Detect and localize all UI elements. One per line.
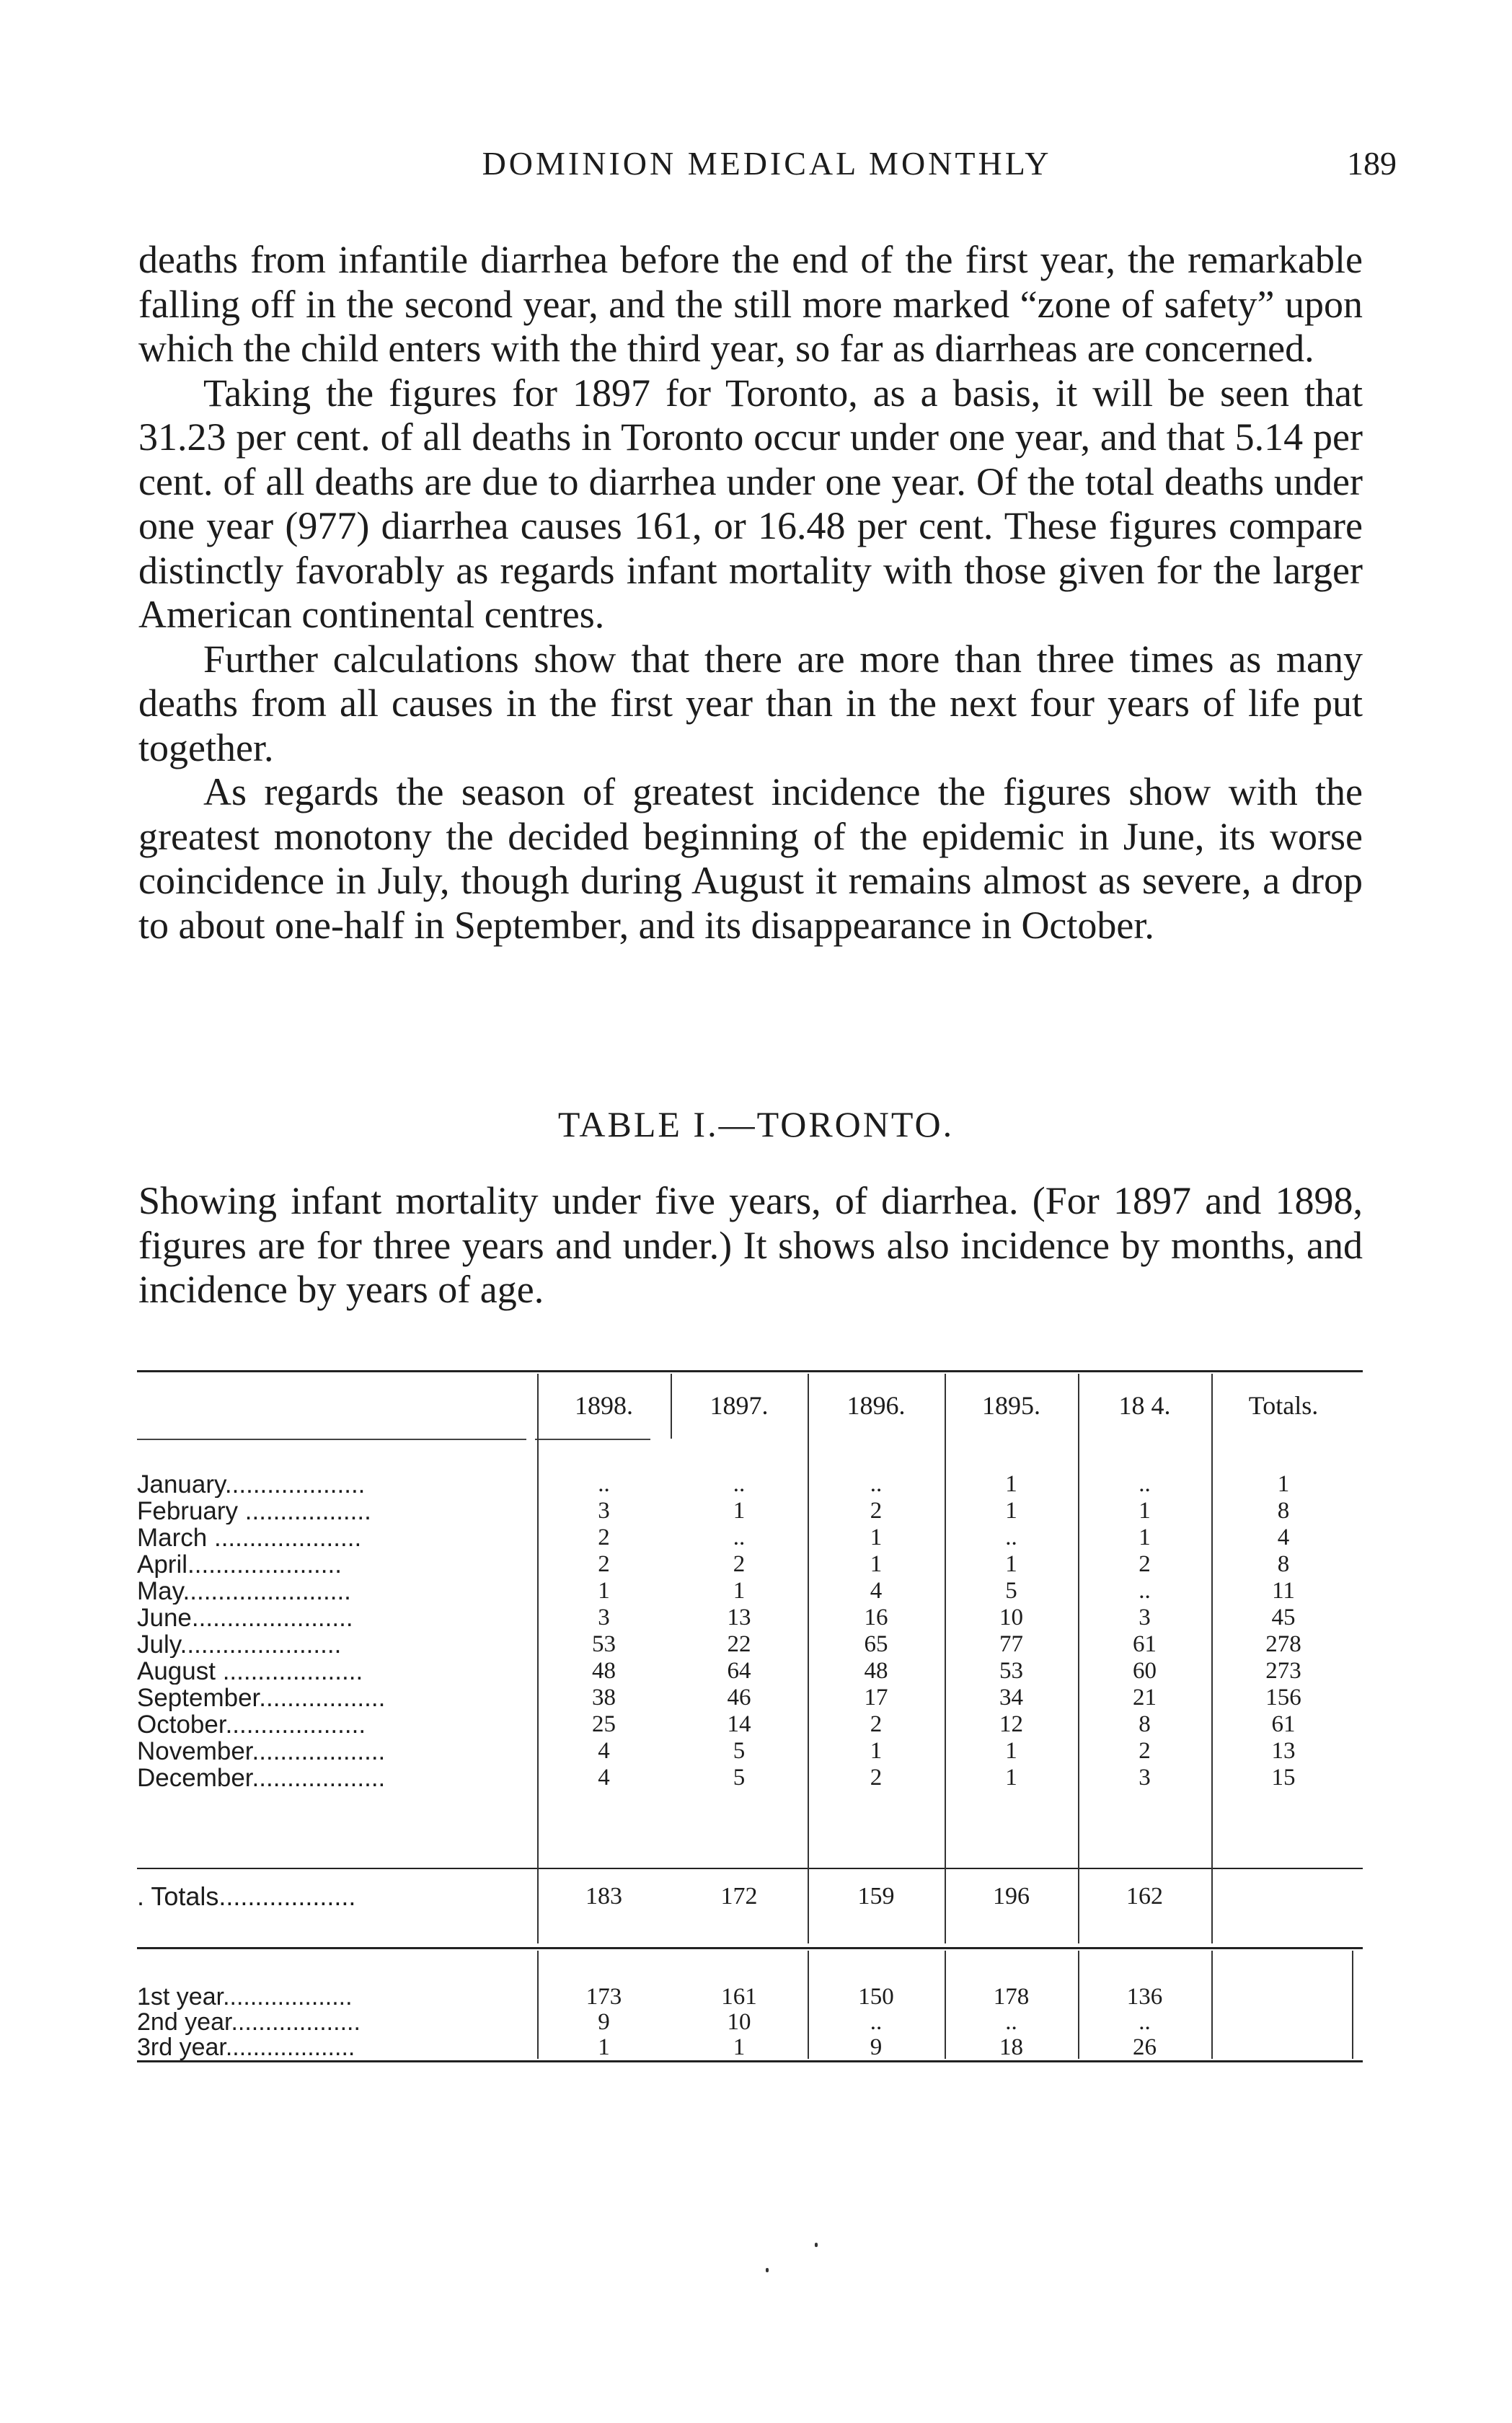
- table-cell: 1: [598, 2034, 610, 2060]
- table-cell: 22: [727, 1631, 751, 1657]
- table-cell: 1: [1139, 1524, 1151, 1550]
- age-column-1894: [1082, 1985, 1208, 2060]
- table-cell: 77: [999, 1631, 1023, 1657]
- table-cell: 1: [1005, 1765, 1017, 1791]
- table-cell: 64: [727, 1658, 751, 1684]
- row-label: March .....................: [137, 1524, 362, 1551]
- table-cell: 14: [727, 1711, 751, 1737]
- table-cell: 136: [1126, 1984, 1163, 2010]
- table-cell: 45: [1271, 1605, 1296, 1630]
- table-cell: 5: [1005, 1578, 1017, 1604]
- table-cell: 18: [999, 2034, 1023, 2060]
- row-label: May........................: [137, 1578, 351, 1605]
- table-cell: 2: [598, 1551, 610, 1577]
- column-divider: [537, 1374, 539, 1943]
- table-cell: 15: [1271, 1765, 1296, 1791]
- table-cell: 1: [1005, 1551, 1017, 1577]
- row-label: December...................: [137, 1765, 386, 1791]
- table-cell: 2: [1139, 1551, 1151, 1577]
- totals-cell: 159: [857, 1883, 895, 1910]
- table-cell: ..: [733, 1471, 746, 1497]
- column-header-1896: 1896.: [846, 1391, 906, 1420]
- table-cell: 65: [864, 1631, 888, 1657]
- table-cell: 48: [592, 1658, 616, 1684]
- table-cell: 4: [870, 1578, 883, 1604]
- table-cell: 1: [733, 2034, 746, 2060]
- table-cell: ..: [870, 2009, 883, 2035]
- header-underline: [535, 1439, 650, 1440]
- mortality-table: [137, 1370, 1363, 2062]
- table-cell: 12: [999, 1711, 1023, 1737]
- table-cell: 1: [598, 1578, 610, 1604]
- table-cell: 8: [1277, 1551, 1290, 1577]
- table-cell: 61: [1133, 1631, 1157, 1657]
- table-cell: 5: [733, 1738, 746, 1764]
- row-label: August ....................: [137, 1658, 363, 1685]
- row-label: September..................: [137, 1685, 386, 1711]
- table-cell: 1: [1277, 1471, 1290, 1497]
- age-section-rule: [137, 1947, 1363, 1949]
- table-cell: ..: [733, 1524, 746, 1550]
- table-cell: 4: [598, 1765, 610, 1791]
- table-cell: 2: [870, 1711, 883, 1737]
- totals-cell: 172: [720, 1883, 758, 1910]
- table-cell: 16: [864, 1605, 888, 1630]
- body-text: [138, 238, 1363, 948]
- table-cell: 10: [999, 1605, 1023, 1630]
- table-cell: ..: [1005, 1524, 1017, 1550]
- table-cell: 13: [1271, 1738, 1296, 1764]
- column-divider: [1078, 1951, 1079, 2059]
- table-cell: 9: [598, 2009, 610, 2035]
- column-header-1894: 18 4.: [1118, 1391, 1171, 1420]
- table-cell: ..: [1139, 1471, 1151, 1497]
- row-label: October....................: [137, 1711, 366, 1738]
- column-divider: [1211, 1951, 1213, 2059]
- table-cell: 273: [1265, 1658, 1301, 1684]
- table-cell: ..: [598, 1471, 610, 1497]
- table-cell: 4: [598, 1738, 610, 1764]
- table-cell: 278: [1265, 1631, 1301, 1657]
- table-cell: 11: [1272, 1578, 1295, 1604]
- table-cell: 48: [864, 1658, 888, 1684]
- table-cell: 5: [733, 1765, 746, 1791]
- totals-cell: 183: [585, 1883, 622, 1910]
- table-cell: 9: [870, 2034, 883, 2060]
- table-cell: 3: [1139, 1765, 1151, 1791]
- table-cell: ..: [1139, 2009, 1151, 2035]
- table-cell: 4: [1277, 1524, 1290, 1550]
- totals-cell: 196: [993, 1883, 1030, 1910]
- column-divider: [808, 1951, 809, 2059]
- table-bottom-rule: [137, 2060, 1363, 2062]
- column-header-totals: Totals.: [1248, 1391, 1319, 1420]
- table-cell: 2: [598, 1524, 610, 1550]
- table-cell: 61: [1271, 1711, 1296, 1737]
- table-cell: 34: [999, 1685, 1023, 1711]
- page-number: 189: [1347, 145, 1397, 182]
- row-label: 2nd year...................: [137, 2010, 361, 2035]
- row-label: July.......................: [137, 1631, 342, 1658]
- table-cell: 2: [870, 1498, 883, 1524]
- column-totals: [1215, 1471, 1352, 1791]
- table-cell: 13: [727, 1605, 751, 1630]
- table-cell: 1: [870, 1551, 883, 1577]
- table-cell: 8: [1277, 1498, 1290, 1524]
- running-head: [137, 144, 1397, 187]
- row-label: 1st year...................: [137, 1985, 353, 2010]
- table-cell: ..: [870, 1471, 883, 1497]
- table-cell: 46: [727, 1685, 751, 1711]
- age-column-1898: [541, 1985, 667, 2060]
- table-cell: 53: [999, 1658, 1023, 1684]
- column-divider: [537, 1951, 539, 2059]
- table-cell: ..: [1139, 1578, 1151, 1604]
- column-divider: [671, 1374, 672, 1439]
- table-top-rule: [137, 1370, 1363, 1372]
- table-cell: 173: [585, 1984, 622, 2010]
- totals-rule: [137, 1868, 1363, 1869]
- table-cell: 3: [598, 1605, 610, 1630]
- table-cell: 178: [993, 1984, 1030, 2010]
- table-cell: 3: [598, 1498, 610, 1524]
- table-cell: 1: [733, 1498, 746, 1524]
- age-column-1895: [948, 1985, 1074, 2060]
- table-cell: 60: [1133, 1658, 1157, 1684]
- age-labels: [137, 1985, 526, 2060]
- table-cell: 2: [1139, 1738, 1151, 1764]
- paragraph: deaths from infantile diarrhea before the end of the first year, the remarkable falling off in the second year, and the still more marked “zone of safety” upon which the child enters with the third year, so far as diarrheas are concerned.: [138, 238, 1363, 370]
- print-speck: [766, 2268, 769, 2272]
- column-divider: [808, 1374, 809, 1943]
- paragraph: Further calculations show that there are more than three times as many deaths from all causes in the first year than in the next four years of life put together.: [138, 637, 1363, 769]
- column-header-1895: 1895.: [982, 1391, 1040, 1420]
- paragraph: Taking the figures for 1897 for Toronto, as a basis, it will be seen that 31.23 per cent. of all deaths in Toronto occur under one year, and that 5.14 per cent. of all deaths are due to diarrhea under one year. Of the total deaths under one year (977) diarrhea causes 161, or 16.48 per cent. These figures compare distinctly favorably as regards infant mortality with those given for the larger American continental centres.: [138, 371, 1363, 636]
- table-cell: 8: [1139, 1711, 1151, 1737]
- column-header-1898: 1898.: [575, 1391, 633, 1420]
- table-cell: 38: [592, 1685, 616, 1711]
- table-cell: 3: [1139, 1605, 1151, 1630]
- table-cell: 156: [1265, 1685, 1301, 1711]
- column-1896: [811, 1471, 941, 1791]
- age-column-1896: [811, 1985, 941, 2060]
- age-column-1897: [674, 1985, 804, 2060]
- row-label: April......................: [137, 1551, 342, 1578]
- running-title: DOMINION MEDICAL MONTHLY: [482, 145, 1052, 182]
- header-underline: [137, 1439, 526, 1440]
- column-divider: [945, 1951, 946, 2059]
- row-label: February ..................: [137, 1498, 371, 1524]
- column-divider: [1352, 1951, 1353, 2059]
- print-speck: [815, 2243, 818, 2247]
- month-labels: [137, 1471, 526, 1791]
- column-1897: [674, 1471, 804, 1791]
- column-1894: [1082, 1471, 1208, 1791]
- table-cell: 1: [733, 1578, 746, 1604]
- row-label: November...................: [137, 1738, 386, 1765]
- totals-label: . Totals...................: [137, 1882, 356, 1911]
- table-cell: 1: [1005, 1498, 1017, 1524]
- row-label: June.......................: [137, 1605, 353, 1631]
- row-label: 3rd year...................: [137, 2035, 355, 2060]
- table-cell: 26: [1133, 2034, 1157, 2060]
- table-cell: 17: [864, 1685, 888, 1711]
- column-divider: [1211, 1374, 1213, 1943]
- table-cell: 10: [727, 2009, 751, 2035]
- column-divider: [945, 1374, 946, 1943]
- row-label: January....................: [137, 1471, 366, 1498]
- table-cell: 1: [1139, 1498, 1151, 1524]
- column-header-1897: 1897.: [709, 1391, 769, 1420]
- table-cell: 1: [870, 1524, 883, 1550]
- column-divider: [1078, 1374, 1079, 1943]
- table-cell: ..: [1005, 2009, 1017, 2035]
- table-heading: TABLE I.—TORONTO.: [557, 1104, 955, 1144]
- table-cell: 1: [1005, 1471, 1017, 1497]
- table-cell: 150: [858, 1984, 894, 2010]
- table-cell: 1: [1005, 1738, 1017, 1764]
- table-cell: 25: [592, 1711, 616, 1737]
- column-1895: [948, 1471, 1074, 1791]
- table-cell: 53: [592, 1631, 616, 1657]
- table-cell: 161: [721, 1984, 757, 2010]
- paragraph: As regards the season of greatest incidence the figures show with the greatest monotony the decided beginning of the epidemic in June, its worse coincidence in July, though during August it remains almost as severe, a drop to about one-half in September, and its disappearance in October.: [138, 770, 1363, 947]
- table-cell: 21: [1133, 1685, 1157, 1711]
- table-caption: Showing infant mortality under five years, of diarrhea. (For 1897 and 1898, figures are for three years and under.) It shows also incidence by months, and incidence by years of age.: [138, 1179, 1363, 1311]
- table-cell: 1: [870, 1738, 883, 1764]
- table-cell: 2: [733, 1551, 746, 1577]
- totals-cell: 162: [1126, 1883, 1163, 1910]
- column-1898: [541, 1471, 667, 1791]
- table-cell: 2: [870, 1765, 883, 1791]
